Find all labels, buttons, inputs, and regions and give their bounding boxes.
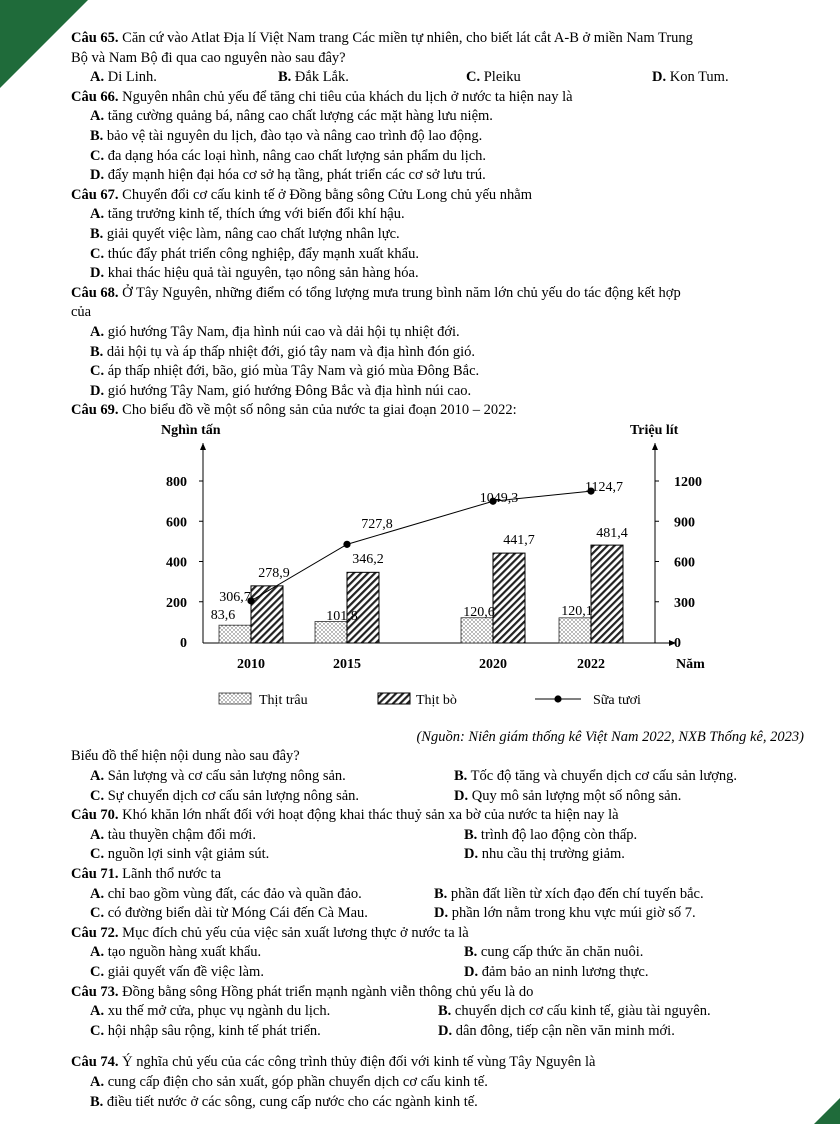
option-c[interactable]: C. có đường biển dài từ Móng Cái đến Cà Mau.	[90, 905, 368, 922]
options-row	[71, 845, 806, 865]
label-sua-tuoi: 1049,3	[479, 490, 519, 506]
left-tick-label: 800	[166, 474, 187, 490]
bar-thit-bo	[493, 553, 525, 643]
option-d[interactable]: D. dân đông, tiếp cận nền văn minh mới.	[438, 1022, 675, 1039]
question-71	[71, 865, 806, 924]
left-tick-label: 400	[166, 555, 187, 571]
right-tick-label: 300	[674, 595, 695, 611]
option-b[interactable]: B. bảo vệ tài nguyên du lịch, đào tạo và nâng cao trình độ lao động.	[90, 127, 483, 144]
question-prompt: Biểu đồ thể hiện nội dung nào sau đây?	[71, 748, 300, 765]
label-thit-trau: 120,6	[463, 604, 495, 620]
option-d[interactable]: D. đảm bảo an ninh lương thực.	[464, 964, 649, 980]
option-b[interactable]: B. giải quyết việc làm, nâng cao chất lượng nhân lực.	[90, 225, 400, 242]
option-c[interactable]: C. thúc đẩy phát triển công nghiệp, đẩy mạnh xuất khẩu.	[90, 245, 419, 262]
combo-chart	[71, 423, 806, 728]
option-b[interactable]: B. cung cấp thức ăn chăn nuôi.	[464, 944, 644, 961]
question-text: Đồng bằng sông Hồng phát triển mạnh ngành viễn thông chủ yếu là do	[118, 983, 534, 1000]
label-sua-tuoi: 727,8	[361, 516, 393, 532]
option-c[interactable]: C. áp thấp nhiệt đới, bão, gió mùa Tây Nam và gió mùa Đông Bắc.	[90, 363, 480, 380]
right-axis-title: Triệu lít	[630, 422, 679, 438]
options-row	[71, 1022, 806, 1042]
line-sua-tuoi	[251, 491, 591, 601]
option-d[interactable]: D. khai thác hiệu quả tài nguyên, tạo nông sản hàng hóa.	[90, 265, 419, 282]
left-tick-label: 0	[180, 635, 187, 651]
options-row	[71, 963, 806, 983]
label-thit-trau: 120,1	[561, 603, 593, 619]
question-67	[71, 186, 806, 284]
option-b[interactable]: B. chuyển dịch cơ cấu kinh tế, giàu tài nguyên.	[438, 1003, 711, 1020]
options-row	[71, 904, 806, 924]
options-row	[71, 68, 806, 88]
left-axis-arrow	[200, 443, 206, 450]
question-text: Ý nghĩa chủ yếu của các công trình thủy điện đối với kinh tế vùng Tây Nguyên là	[118, 1054, 596, 1071]
option-c[interactable]: C. Pleiku	[466, 69, 521, 86]
options-row	[71, 767, 806, 787]
question-text: Ở Tây Nguyên, những điểm có tổng lượng mưa trung bình năm lớn chủ yếu do tác động kết hợp	[118, 284, 681, 301]
question-72	[71, 924, 806, 983]
x-tick-label: 2022	[577, 656, 605, 672]
option-d[interactable]: D. phần lớn nằm trong khu vực múi giờ số 7.	[434, 905, 696, 922]
option-b[interactable]: B. trình độ lao động còn thấp.	[464, 826, 638, 843]
option-a[interactable]: A. chỉ bao gồm vùng đất, các đảo và quần đảo.	[90, 885, 362, 902]
bar-thit-trau	[559, 618, 591, 643]
left-tick-label: 600	[166, 515, 187, 531]
bar-thit-trau	[315, 621, 347, 642]
right-tick-label: 900	[674, 515, 695, 531]
bar-thit-bo	[251, 586, 283, 643]
legend-label-sua-tuoi: Sữa tươi	[593, 692, 641, 708]
option-a[interactable]: A. Sản lượng và cơ cấu sản lượng nông sản.	[90, 768, 346, 785]
option-b[interactable]: B. dải hội tụ và áp thấp nhiệt đới, gió tây nam và địa hình đón gió.	[90, 343, 476, 360]
question-number: Câu 65.	[71, 30, 119, 46]
option-a[interactable]: A. Di Linh.	[90, 69, 157, 86]
x-tick-label: 2010	[237, 656, 265, 672]
question-text-cont: của	[71, 304, 92, 321]
right-tick-label: 1200	[674, 474, 702, 490]
question-text: Lãnh thổ nước ta	[118, 866, 222, 883]
bar-thit-bo	[591, 545, 623, 643]
label-thit-trau: 83,6	[210, 607, 236, 623]
legend-label-thit-trau: Thịt trâu	[259, 692, 308, 708]
label-thit-trau: 101,8	[326, 608, 358, 624]
question-number: Câu 69.	[71, 402, 119, 419]
question-number: Câu 70.	[71, 807, 119, 824]
legend-point-sua-tuoi	[554, 695, 561, 702]
option-d[interactable]: D. Kon Tum.	[652, 69, 729, 86]
question-text: Mục đích chủ yếu của việc sản xuất lương thực ở nước ta là	[118, 924, 469, 941]
options-row	[71, 787, 806, 807]
question-text: Cho biểu đồ về một số nông sản của nước ta giai đoạn 2010 – 2022:	[118, 402, 517, 419]
corner-decoration-bottom-right	[814, 1098, 840, 1124]
legend-swatch-thit-trau	[219, 693, 251, 704]
option-d[interactable]: D. gió hướng Tây Nam, gió hướng Đông Bắc và địa hình núi cao.	[90, 382, 472, 399]
chart-container	[71, 423, 806, 728]
question-text: Căn cứ vào Atlat Địa lí Việt Nam trang Các miền tự nhiên, cho biết lát cắt A-B ở miền Nam Trung	[118, 30, 693, 46]
question-text: Chuyển đổi cơ cấu kinh tế ở Đồng bằng sông Cửu Long chủ yếu nhằm	[118, 186, 532, 203]
question-70	[71, 806, 806, 865]
label-sua-tuoi: 1124,7	[585, 479, 623, 495]
point-sua-tuoi	[343, 541, 350, 548]
option-b[interactable]: B. Tốc độ tăng và chuyển dịch cơ cấu sản lượng.	[454, 768, 738, 785]
options-row	[71, 826, 806, 846]
option-d[interactable]: D. nhu cầu thị trường giảm.	[464, 846, 625, 863]
option-a[interactable]: A. tăng cường quảng bá, nâng cao chất lượng các mặt hàng lưu niệm.	[90, 108, 493, 125]
option-a[interactable]: A. cung cấp điện cho sản xuất, góp phần chuyển dịch cơ cấu kinh tế.	[90, 1073, 488, 1090]
option-b[interactable]: B. phần đất liền từ xích đạo đến chí tuyến bắc.	[434, 885, 704, 902]
question-number: Câu 68.	[71, 284, 119, 301]
options-row	[71, 885, 806, 905]
bar-thit-bo	[347, 572, 379, 643]
option-c[interactable]: C. Sự chuyển dịch cơ cấu sản lượng nông sản.	[90, 787, 360, 804]
option-c[interactable]: C. đa dạng hóa các loại hình, nâng cao chất lượng sản phẩm du lịch.	[90, 147, 487, 164]
question-number: Câu 67.	[71, 186, 119, 203]
question-number: Câu 66.	[71, 88, 119, 105]
option-c[interactable]: C. nguồn lợi sinh vật giảm sút.	[90, 846, 270, 863]
option-b[interactable]: B. điều tiết nước ở các sông, cung cấp nước cho các ngành kinh tế.	[90, 1093, 478, 1110]
label-sua-tuoi: 306,7	[219, 589, 251, 605]
question-number: Câu 71.	[71, 866, 119, 883]
options-row	[71, 943, 806, 963]
exam-page	[71, 29, 806, 1112]
x-axis-title: Năm	[676, 656, 705, 672]
label-thit-bo: 278,9	[258, 565, 290, 581]
label-thit-bo: 346,2	[352, 551, 384, 567]
label-thit-bo: 441,7	[503, 532, 535, 548]
right-axis-arrow	[652, 443, 658, 450]
option-a[interactable]: A. tạo nguồn hàng xuất khẩu.	[90, 944, 262, 961]
option-a[interactable]: A. gió hướng Tây Nam, địa hình núi cao và dải hội tụ nhiệt đới.	[90, 323, 460, 340]
option-d[interactable]: D. Quy mô sản lượng một số nông sản.	[454, 787, 682, 804]
option-b[interactable]: B. Đắk Lắk.	[278, 69, 349, 86]
option-c[interactable]: C. hội nhập sâu rộng, kinh tế phát triển.	[90, 1022, 321, 1039]
x-tick-label: 2020	[479, 656, 507, 672]
option-a[interactable]: A. xu thế mở cửa, phục vụ ngành du lịch.	[90, 1003, 331, 1020]
question-69	[71, 401, 806, 806]
left-tick-label: 200	[166, 595, 187, 611]
option-c[interactable]: C. giải quyết vấn đề việc làm.	[90, 964, 264, 980]
question-73	[71, 983, 806, 1042]
question-number: Câu 73.	[71, 983, 119, 1000]
legend-label-thit-bo: Thịt bò	[416, 692, 457, 708]
question-74	[71, 1053, 806, 1112]
bar-thit-trau	[461, 618, 493, 643]
option-a[interactable]: A. tàu thuyền chậm đổi mới.	[90, 826, 256, 843]
legend-swatch-thit-bo	[378, 693, 410, 704]
question-65	[71, 29, 806, 88]
right-tick-label: 600	[674, 555, 695, 571]
chart-source: (Nguồn: Niên giám thống kê Việt Nam 2022, NXB Thống kê, 2023)	[416, 728, 804, 745]
option-d[interactable]: D. đẩy mạnh hiện đại hóa cơ sở hạ tầng, phát triển các cơ sở lưu trú.	[90, 167, 486, 184]
question-68	[71, 284, 806, 402]
bar-thit-trau	[219, 625, 251, 643]
label-thit-bo: 481,4	[596, 525, 628, 541]
question-text: Khó khăn lớn nhất đối với hoạt động khai thác thuỷ sản xa bờ của nước ta hiện nay là	[118, 807, 619, 824]
question-number: Câu 74.	[71, 1054, 119, 1071]
question-number: Câu 72.	[71, 924, 119, 941]
question-66	[71, 88, 806, 186]
question-text: Nguyên nhân chủ yếu để tăng chi tiêu của khách du lịch ở nước ta hiện nay là	[118, 88, 573, 105]
x-tick-label: 2015	[333, 656, 361, 672]
left-axis-title: Nghìn tấn	[161, 422, 221, 438]
option-a[interactable]: A. tăng trưởng kinh tế, thích ứng với biến đổi khí hậu.	[90, 206, 405, 223]
question-text-cont: Bộ và Nam Bộ đi qua cao nguyên nào sau đây?	[71, 49, 346, 66]
right-tick-label: 0	[674, 635, 681, 651]
options-row	[71, 1002, 806, 1022]
